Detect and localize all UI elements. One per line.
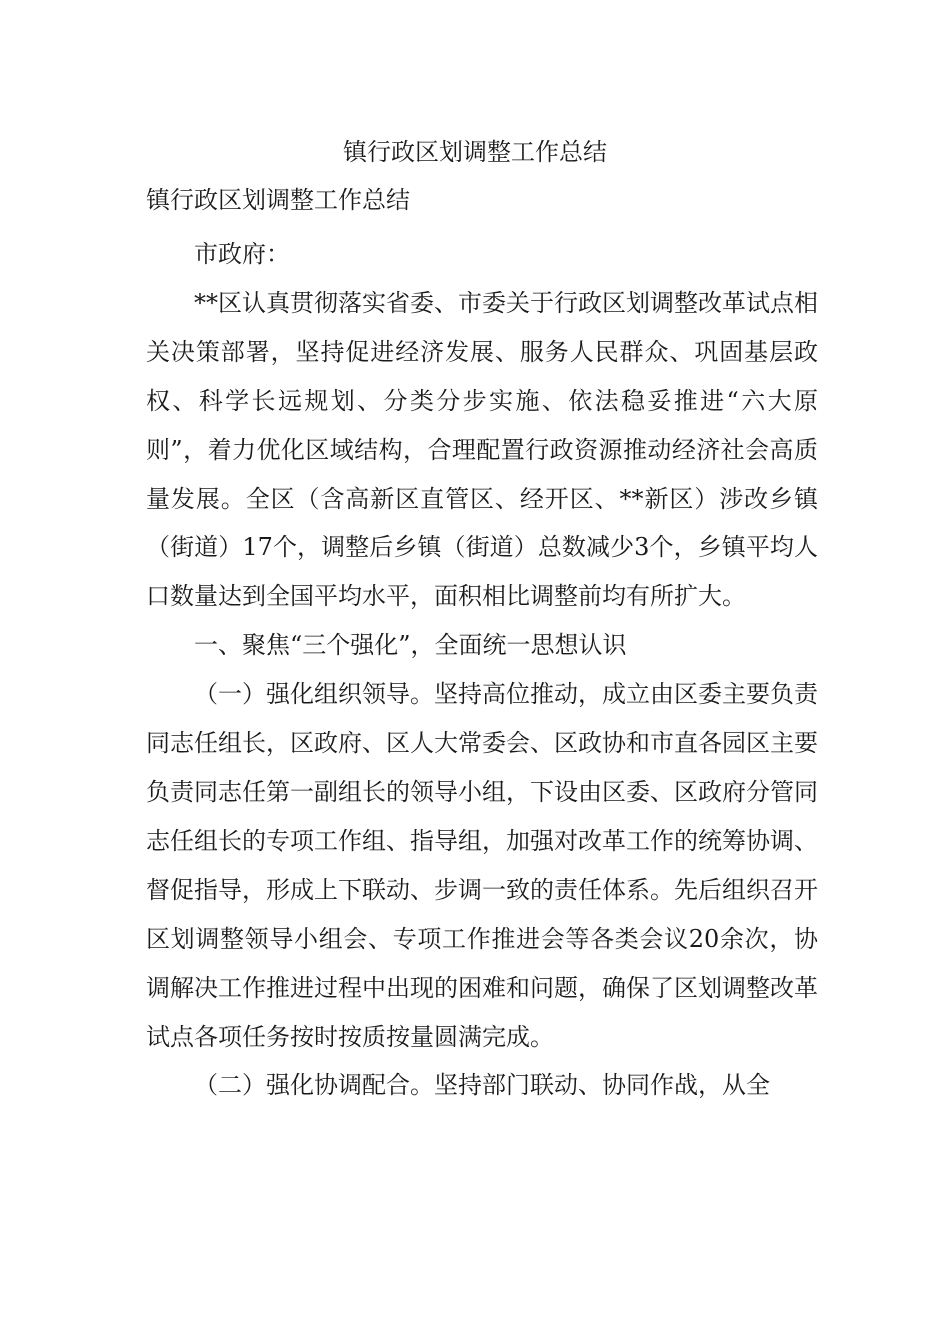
document-body [146,230,818,1110]
paragraph-organization-leadership: （一）强化组织领导。坚持高位推动，成立由区委主要负责同志任组长，区政府、区人大常委会、区政协和市直各园区主要负责同志任第一副组长的领导小组，下设由区委、区政府分管同志任组长的专项工作组、指导组，加强对改革工作的统筹协调、督促指导，形成上下联动、步调一致的责任体系。先后组织召开区划调整领导小组会、专项工作推进会等各类会议20余次，协调解决工作推进过程中出现的困难和问题，确保了区划调整改革试点各项任务按时按质按量圆满完成。 [146,680,818,1051]
salutation: 市政府： [194,240,290,268]
document-subtitle: 镇行政区划调整工作总结 [146,186,410,214]
paragraph-intro: **区认真贯彻落实省委、市委关于行政区划调整改革试点相关决策部署，坚持促进经济发展、服务人民群众、巩固基层政权、科学长远规划、分类分步实施、依法稳妥推进“六大原则”，着力优化区域结构，合理配置行政资源推动经济社会高质量发展。全区（含高新区直管区、经开区、**新区）涉改乡镇（街道）17个，调整后乡镇（街道）总数减少3个，乡镇平均人口数量达到全国平均水平，面积相比调整前均有所扩大。 [146,288,818,611]
section-heading-1: 一、聚焦“三个强化”，全面统一思想认识 [194,631,627,660]
paragraph-coordination: （二）强化协调配合。坚持部门联动、协同作战，从全 [194,1071,770,1100]
document-title: 镇行政区划调整工作总结 [343,138,607,166]
